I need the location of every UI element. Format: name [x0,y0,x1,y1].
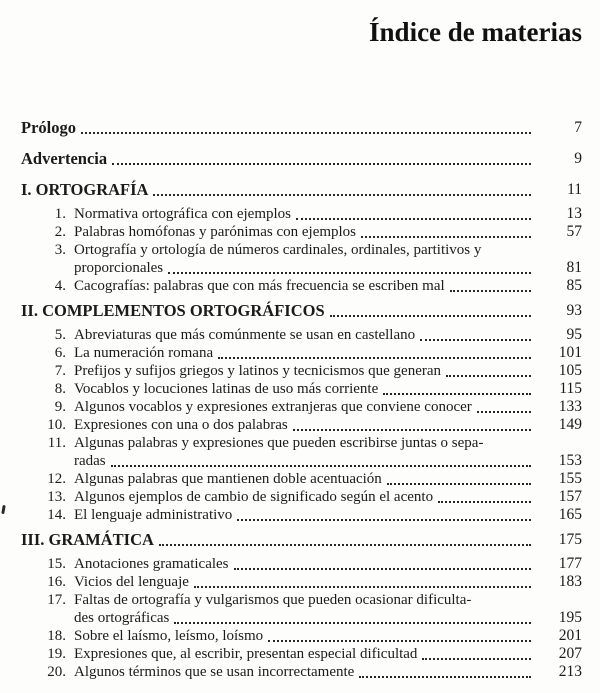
dot-leader-icon [111,465,531,467]
entry-line [74,362,582,380]
toc-entry [21,180,582,199]
toc-entry [21,241,582,277]
entry-number: 9. [54,399,66,415]
entry-line [74,259,582,277]
dot-leader-icon [446,375,531,377]
entry-page-number: 7 [574,119,582,136]
toc-entry [21,470,582,488]
dot-leader-icon [234,568,531,570]
dot-leader-icon [112,163,531,165]
entry-body [74,241,582,277]
entry-number: 13. [47,489,66,505]
toc-entry [21,380,582,398]
entry-number: 11. [47,435,66,451]
entry-body [74,344,582,362]
entry-line [21,149,582,168]
entry-number: 17. [47,592,66,608]
entry-line [74,627,582,645]
entry-line [74,452,582,470]
entry-number: 8. [54,381,66,397]
entry-label: Ortografía y ortología de números cardinales, ordinales, partitivos y [74,242,482,258]
entry-label: Palabras homófonas y parónimas con ejemplos [74,224,357,240]
dot-leader-icon [237,519,531,521]
dot-leader-icon [296,218,531,220]
toc-entry [21,223,582,241]
entry-label: Prefijos y sufijos griegos y latinos y tecnicismos que generan [74,363,442,379]
entry-body [74,488,582,506]
entry-body [74,663,582,681]
dot-leader-icon [268,640,531,642]
entry-body [74,506,582,524]
entry-page-number: 93 [566,302,582,319]
entry-line [74,223,582,241]
entry-label: El lenguaje administrativo [74,507,233,523]
entry-label: Faltas de ortografía y vulgarismos que pueden ocasionar dificulta- [74,592,472,608]
entry-line [74,663,582,681]
entry-number: 14. [47,507,66,523]
toc-entry [21,277,582,295]
entry-label: proporcionales [74,260,164,276]
entry-body [74,380,582,398]
entry-label: La numeración romana [74,345,214,361]
entry-line [74,645,582,663]
dot-leader-icon [359,676,531,678]
toc-entry [21,416,582,434]
entry-line [74,555,582,573]
entry-label: Anotaciones gramaticales [74,556,229,572]
entry-body [74,434,582,470]
dot-leader-icon [218,357,531,359]
entry-page-number: 183 [558,573,582,590]
entry-label: Cacografías: palabras que con más frecuencia se escriben mal [74,278,445,294]
entry-page-number: 9 [574,150,582,167]
entry-page-number: 115 [559,380,582,397]
entry-label: radas [74,453,106,469]
entry-number: 18. [47,628,66,644]
toc-entry [21,149,582,168]
entry-number: 7. [54,363,66,379]
entry-body [74,326,582,344]
entry-label: Algunos vocablos y expresiones extranjeras que conviene conocer [74,399,472,415]
toc-entry [21,362,582,380]
toc-entry [21,555,582,573]
entry-label: Advertencia [21,149,108,168]
entry-line [74,609,582,627]
entry-label: Prólogo [21,118,76,137]
toc-entry [21,645,582,663]
entry-label: Algunas palabras que mantienen doble acentuación [74,471,382,487]
entry-number: 15. [47,556,66,572]
entry-body [74,223,582,241]
entry-number: 10. [47,417,66,433]
entry-body [74,555,582,573]
entry-label: Sobre el laísmo, leísmo, loísmo [74,628,264,644]
entry-number: 19. [47,646,66,662]
toc-entry [21,326,582,344]
entry-label: Algunas palabras y expresiones que pueden escribirse juntas o sepa- [74,435,484,451]
entry-body [74,591,582,627]
entry-label: I. ORTOGRAFÍA [21,180,149,199]
entry-body [74,470,582,488]
entry-body [74,645,582,663]
entry-number: 2. [54,224,66,240]
dot-leader-icon [168,272,531,274]
entry-page-number: 201 [558,627,582,644]
entry-body [74,398,582,416]
entry-page-number: 195 [558,609,582,626]
dot-leader-icon [153,194,531,196]
entry-line [74,416,582,434]
entry-number: 4. [54,278,66,294]
entry-body [74,416,582,434]
entry-label: Vicios del lenguaje [74,574,189,590]
dot-leader-icon [438,501,531,503]
scan-artifact-mark [1,505,6,514]
entry-page-number: 57 [566,223,582,240]
entry-page-number: 155 [558,470,582,487]
entry-page-number: 95 [566,326,582,343]
entry-body [74,362,582,380]
toc-entry [21,205,582,223]
entry-line [21,301,582,320]
entry-body [74,573,582,591]
entry-page-number: 207 [558,645,582,662]
entry-page-number: 157 [558,488,582,505]
dot-leader-icon [194,586,531,588]
entry-number: 5. [54,327,66,343]
entry-line [74,470,582,488]
dot-leader-icon [293,429,531,431]
entry-line [21,530,582,549]
entry-label: Algunos ejemplos de cambio de significado según el acento [74,489,434,505]
entry-page-number: 85 [566,277,582,294]
entry-label: Algunos términos que se usan incorrectamente [74,664,355,680]
toc-list [21,118,582,681]
dot-leader-icon [81,132,531,134]
entry-number: 6. [54,345,66,361]
dot-leader-icon [330,315,531,317]
entry-line [74,277,582,295]
entry-page-number: 101 [558,344,582,361]
entry-number: 1. [54,206,66,222]
dot-leader-icon [420,339,531,341]
entry-page-number: 153 [558,452,582,469]
toc-entry [21,301,582,320]
toc-entry [21,434,582,470]
dot-leader-icon [387,483,531,485]
entry-line [21,180,582,199]
entry-page-number: 149 [558,416,582,433]
toc-entry [21,118,582,137]
entry-line [21,118,582,137]
dot-leader-icon [361,236,531,238]
dot-leader-icon [477,411,531,413]
entry-body [74,277,582,295]
toc-entry [21,663,582,681]
entry-line [74,344,582,362]
entry-line [74,506,582,524]
entry-label: Expresiones que, al escribir, presentan especial dificultad [74,646,418,662]
entry-line [74,591,582,609]
entry-line [74,205,582,223]
dot-leader-icon [422,658,531,660]
entry-label: des ortográficas [74,610,170,626]
entry-line [74,398,582,416]
dot-leader-icon [450,290,531,292]
entry-line [74,241,582,259]
entry-page-number: 175 [558,531,582,548]
entry-line [74,326,582,344]
entry-number: 3. [54,242,66,258]
entry-line [74,488,582,506]
entry-page-number: 177 [558,555,582,572]
entry-line [74,380,582,398]
entry-page-number: 133 [558,398,582,415]
toc-entry [21,573,582,591]
toc-entry [21,398,582,416]
entry-page-number: 165 [558,506,582,523]
entry-page-number: 13 [566,205,582,222]
entry-body [74,627,582,645]
dot-leader-icon [159,544,531,546]
entry-page-number: 105 [558,362,582,379]
entry-page-number: 81 [566,259,582,276]
dot-leader-icon [383,393,531,395]
entry-label: Normativa ortográfica con ejemplos [74,206,292,222]
entry-number: 16. [47,574,66,590]
toc-entry [21,344,582,362]
entry-label: Expresiones con una o dos palabras [74,417,288,433]
entry-line [74,573,582,591]
entry-page-number: 213 [558,663,582,680]
toc-entry [21,627,582,645]
entry-label: Abreviaturas que más comúnmente se usan en castellano [74,327,416,343]
toc-entry [21,591,582,627]
dot-leader-icon [174,622,531,624]
entry-page-number: 11 [567,181,582,198]
entry-label: II. COMPLEMENTOS ORTOGRÁFICOS [21,301,325,320]
entry-number: 12. [47,471,66,487]
entry-body [74,205,582,223]
entry-label: Vocablos y locuciones latinas de uso más corriente [74,381,379,397]
entry-line [74,434,582,452]
toc-entry [21,530,582,549]
entry-label: III. GRAMÁTICA [21,530,154,549]
toc-entry [21,506,582,524]
toc-entry [21,488,582,506]
page-title: Índice de materias [369,17,582,47]
entry-number: 20. [47,664,66,680]
